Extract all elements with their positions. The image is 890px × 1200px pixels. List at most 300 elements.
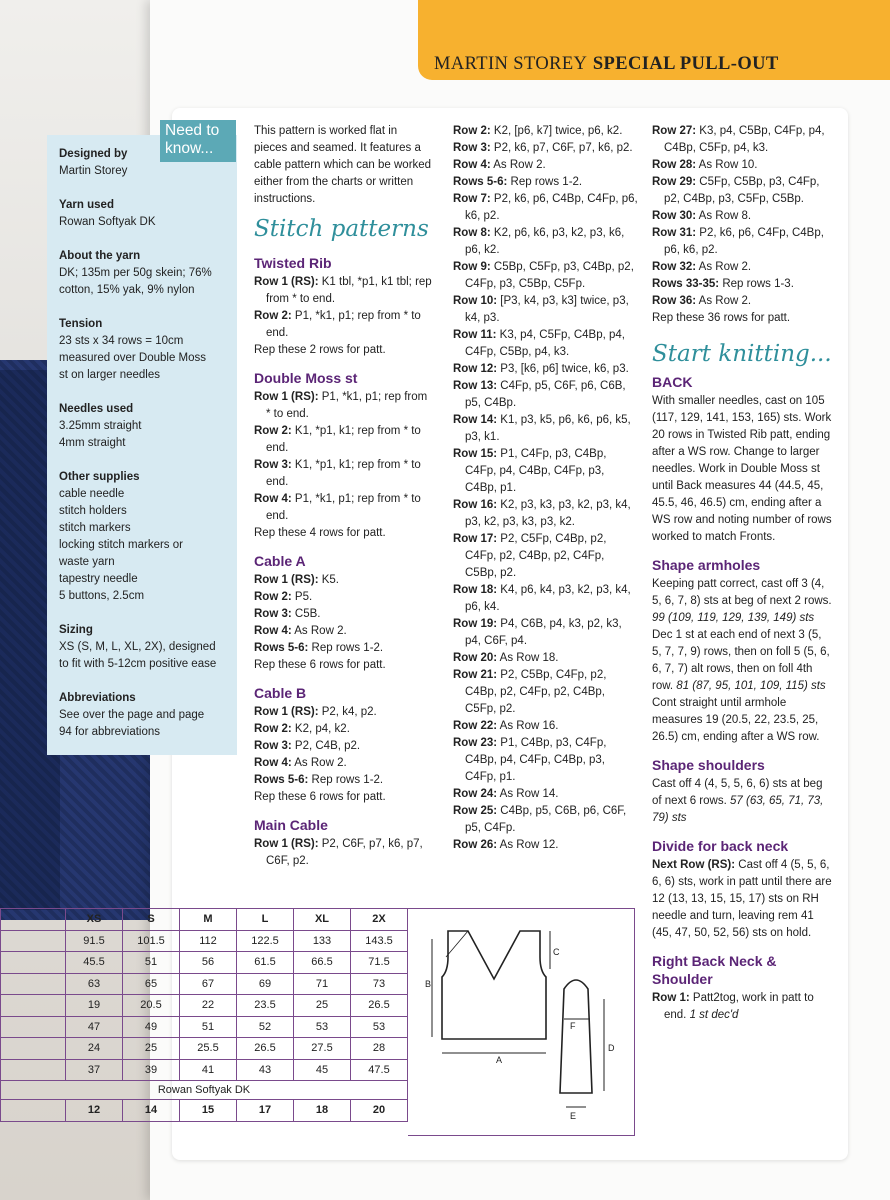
row-text: As Row 2. bbox=[698, 261, 752, 273]
neck-text bbox=[652, 857, 832, 942]
size-value-cell: 91.5 bbox=[66, 930, 123, 952]
size-value-cell: 63 bbox=[66, 973, 123, 995]
pattern-row bbox=[453, 803, 639, 837]
rb-row-text: Patt2tog, work in patt to end. bbox=[664, 992, 814, 1021]
size-value-cell: 26.5 bbox=[351, 995, 408, 1017]
sidebar-section-line: Martin Storey bbox=[59, 165, 128, 177]
table-corner-cell bbox=[1, 909, 66, 931]
table-row bbox=[1, 973, 408, 995]
row-label: Row 8: bbox=[453, 227, 491, 239]
header-title bbox=[434, 52, 779, 75]
armhole-text bbox=[652, 576, 832, 627]
pattern-row bbox=[254, 657, 432, 674]
row-text: K1, *p1, k1; rep from * to end. bbox=[266, 459, 421, 488]
sidebar-section bbox=[59, 248, 235, 299]
pattern-row bbox=[453, 361, 639, 378]
row-label: Rows 33-35: bbox=[652, 278, 720, 290]
table-label-cell bbox=[1, 973, 66, 995]
ball-count-cell: 17 bbox=[237, 1100, 294, 1122]
row-label: Row 11: bbox=[453, 329, 497, 341]
row-text: K5. bbox=[321, 574, 339, 586]
table-row bbox=[1, 995, 408, 1017]
table-label-cell bbox=[1, 1100, 66, 1122]
row-label: Row 4: bbox=[254, 757, 292, 769]
sidebar-section-line: stitch markers bbox=[59, 522, 131, 534]
sidebar-section-title: Sizing bbox=[59, 624, 93, 636]
row-text: As Row 2. bbox=[698, 295, 752, 307]
row-text: K2, p6, k6, p3, k2, p3, k6, p6, k2. bbox=[465, 227, 625, 256]
size-value-cell: 52 bbox=[237, 1016, 294, 1038]
row-text: As Row 12. bbox=[499, 839, 559, 851]
start-knitting-heading: Start knitting... bbox=[652, 341, 832, 367]
pattern-row bbox=[652, 293, 832, 310]
row-text: [P3, k4, p3, k3] twice, p3, k4, p3. bbox=[465, 295, 629, 324]
ball-count-cell: 20 bbox=[351, 1100, 408, 1122]
pattern-row bbox=[254, 789, 432, 806]
pattern-row bbox=[254, 491, 432, 525]
row-text: As Row 18. bbox=[499, 652, 559, 664]
stitch-block-title: Twisted Rib bbox=[254, 255, 332, 271]
pattern-row bbox=[652, 276, 832, 293]
row-text: C5Bp, C5Fp, p3, C4Bp, p2, C4Fp, p3, C5Bp, C5Fp. bbox=[465, 261, 634, 290]
row-label: Rows 5-6: bbox=[453, 176, 508, 188]
row-text: As Row 10. bbox=[698, 159, 758, 171]
table-label-cell bbox=[1, 995, 66, 1017]
row-label: Row 26: bbox=[453, 839, 498, 851]
size-value-cell: 71 bbox=[294, 973, 351, 995]
armhole-text-1: Keeping patt correct, cast off 3 (4, 5, 6, 7, 8) sts at beg of next 2 rows. bbox=[652, 578, 832, 607]
sidebar-section bbox=[59, 146, 235, 180]
size-value-cell: 24 bbox=[66, 1038, 123, 1060]
size-value-cell: 25 bbox=[294, 995, 351, 1017]
shoulder-text bbox=[652, 776, 832, 827]
size-value-cell: 26.5 bbox=[237, 1038, 294, 1060]
sidebar-section bbox=[59, 401, 235, 452]
row-text: Rep these 6 rows for patt. bbox=[254, 659, 386, 671]
header-designer: MARTIN STOREY bbox=[434, 54, 588, 74]
pattern-row bbox=[453, 786, 639, 803]
row-text: K3, p4, C5Bp, C4Fp, p4, C4Bp, C5Fp, p4, k3. bbox=[664, 125, 825, 154]
schematic-diagram bbox=[408, 908, 635, 1136]
row-label: Row 1 (RS): bbox=[254, 276, 319, 288]
row-text: Rep these 36 rows for patt. bbox=[652, 312, 791, 324]
sidebar-section-line: measured over Double Moss bbox=[59, 352, 207, 364]
sidebar-section-line: to fit with 5-12cm positive ease bbox=[59, 658, 217, 670]
pattern-row bbox=[254, 572, 432, 589]
row-label: Row 3: bbox=[254, 608, 292, 620]
dim-b-label: B bbox=[425, 979, 432, 989]
size-header-cell: XS bbox=[66, 909, 123, 931]
row-label: Row 2: bbox=[453, 125, 491, 137]
row-label: Row 4: bbox=[453, 159, 491, 171]
pattern-row bbox=[453, 293, 639, 327]
row-label: Row 21: bbox=[453, 669, 498, 681]
row-label: Row 14: bbox=[453, 414, 498, 426]
row-label: Row 36: bbox=[652, 295, 697, 307]
header-pullout: SPECIAL PULL-OUT bbox=[592, 54, 779, 74]
row-text: K3, p4, C5Fp, C4Bp, p4, C4Fp, C5Bp, p4, k3. bbox=[465, 329, 625, 358]
dim-d-label: D bbox=[608, 1043, 615, 1053]
pattern-row bbox=[453, 123, 639, 140]
row-label: Rows 5-6: bbox=[254, 774, 309, 786]
table-label-cell bbox=[1, 1016, 66, 1038]
row-label: Row 7: bbox=[453, 193, 491, 205]
pattern-row bbox=[254, 308, 432, 342]
table-label-cell bbox=[1, 930, 66, 952]
sidebar-section bbox=[59, 469, 235, 605]
ball-count-cell: 12 bbox=[66, 1100, 123, 1122]
pattern-row bbox=[254, 525, 432, 542]
table-row bbox=[1, 1038, 408, 1060]
stitch-block-title: Double Moss st bbox=[254, 370, 358, 386]
row-text: As Row 16. bbox=[499, 720, 559, 732]
sidebar-section bbox=[59, 622, 235, 673]
armhole-text-b bbox=[652, 627, 832, 695]
table-row bbox=[1, 952, 408, 974]
row-label: Row 3: bbox=[254, 740, 292, 752]
pattern-row bbox=[453, 650, 639, 667]
pattern-row bbox=[453, 327, 639, 361]
row-label: Row 20: bbox=[453, 652, 498, 664]
pattern-row bbox=[254, 589, 432, 606]
rb-row-label: Row 1: bbox=[652, 992, 690, 1004]
size-value-cell: 47.5 bbox=[351, 1059, 408, 1081]
schematic-svg bbox=[408, 909, 634, 1135]
pattern-row bbox=[453, 531, 639, 582]
size-value-cell: 41 bbox=[180, 1059, 237, 1081]
pattern-row bbox=[453, 718, 639, 735]
row-label: Row 27: bbox=[652, 125, 697, 137]
size-value-cell: 53 bbox=[294, 1016, 351, 1038]
size-value-cell: 67 bbox=[180, 973, 237, 995]
row-text: P1, *k1, p1; rep from * to end. bbox=[266, 310, 421, 339]
armhole-text-3: Cont straight until armhole measures 19 (20.5, 22, 23.5, 25, 26.5) cm, ending after a WS row. bbox=[652, 697, 820, 743]
need-to-know-tab: Need to know... bbox=[160, 120, 236, 162]
column-start-knitting bbox=[652, 123, 832, 1024]
size-value-cell: 25.5 bbox=[180, 1038, 237, 1060]
sidebar-section-title: Yarn used bbox=[59, 199, 114, 211]
size-value-cell: 133 bbox=[294, 930, 351, 952]
row-text: C4Bp, p5, C6B, p6, C6F, p5, C4Fp. bbox=[465, 805, 627, 834]
row-text: K2, p3, k3, p3, k2, p3, k4, p3, k2, p3, k3, p3, k2. bbox=[465, 499, 631, 528]
column-stitch-patterns bbox=[254, 123, 432, 870]
dim-a-label: A bbox=[496, 1055, 503, 1065]
row-text: C5B. bbox=[294, 608, 321, 620]
pattern-row bbox=[453, 446, 639, 497]
sidebar-section-line: stitch holders bbox=[59, 505, 127, 517]
table-row bbox=[1, 1100, 408, 1122]
sidebar-section-line: tapestry needle bbox=[59, 573, 138, 585]
row-text: P2, C6F, p7, k6, p7, C6F, p2. bbox=[266, 838, 423, 867]
sidebar-section-title: Tension bbox=[59, 318, 103, 330]
row-text: P2, C5Fp, C4Bp, p2, C4Fp, p2, C4Bp, p2, C4Fp, C5Bp, p2. bbox=[465, 533, 607, 579]
front-neck-line bbox=[446, 931, 494, 979]
row-text: P4, C6B, p4, k3, p2, k3, p4, C6F, p4. bbox=[465, 618, 622, 647]
row-label: Row 19: bbox=[453, 618, 498, 630]
size-value-cell: 45 bbox=[294, 1059, 351, 1081]
row-text: As Row 2. bbox=[294, 757, 347, 769]
pattern-row bbox=[453, 174, 639, 191]
pattern-row bbox=[652, 259, 832, 276]
main-cable-rows-end bbox=[652, 123, 832, 327]
row-text: C5Fp, C5Bp, p3, C4Fp, p2, C4Bp, p3, C5Fp, C5Bp. bbox=[664, 176, 820, 205]
pattern-row bbox=[254, 755, 432, 772]
row-label: Row 18: bbox=[453, 584, 498, 596]
size-value-cell: 112 bbox=[180, 930, 237, 952]
row-text: Rep rows 1-2. bbox=[510, 176, 583, 188]
size-value-cell: 101.5 bbox=[123, 930, 180, 952]
sidebar-section-title: Designed by bbox=[59, 148, 128, 160]
pattern-row bbox=[652, 123, 832, 157]
sidebar-section bbox=[59, 316, 235, 384]
armhole-text-2: Dec 1 st at each end of next 3 (5, 5, 7, 7, 9) rows, then on foll 5 (5, 6, 6, 7, 7) alt rows, then on foll 4th row. bbox=[652, 629, 830, 692]
size-value-cell: 69 bbox=[237, 973, 294, 995]
table-row bbox=[1, 909, 408, 931]
pattern-row bbox=[254, 836, 432, 870]
size-header-cell: L bbox=[237, 909, 294, 931]
pattern-row bbox=[453, 191, 639, 225]
back-body-outline bbox=[442, 931, 546, 1039]
table-label-cell bbox=[1, 952, 66, 974]
row-label: Row 2: bbox=[254, 425, 292, 437]
column-main-cable-rows bbox=[453, 123, 639, 854]
row-label: Row 4: bbox=[254, 493, 292, 505]
size-value-cell: 56 bbox=[180, 952, 237, 974]
pattern-row bbox=[254, 721, 432, 738]
row-text: Rep rows 1-3. bbox=[722, 278, 794, 290]
size-header-cell: S bbox=[123, 909, 180, 931]
pattern-row bbox=[254, 423, 432, 457]
row-label: Row 31: bbox=[652, 227, 697, 239]
row-text: K1, *p1, k1; rep from * to end. bbox=[266, 425, 421, 454]
row-label: Row 2: bbox=[254, 310, 292, 322]
sidebar-section-line: 5 buttons, 2.5cm bbox=[59, 590, 145, 602]
row-text: P2, C4B, p2. bbox=[294, 740, 361, 752]
sidebar-section-line: See over the page and page bbox=[59, 709, 205, 721]
stitch-block-title: Main Cable bbox=[254, 817, 328, 833]
row-text: P1, C4Bp, p3, C4Fp, C4Bp, p4, C4Fp, C4Bp, p3, C4Fp, p1. bbox=[465, 737, 607, 783]
sidebar-section bbox=[59, 197, 235, 231]
row-text: Rep rows 1-2. bbox=[311, 774, 384, 786]
pattern-row bbox=[652, 310, 832, 327]
stitch-blocks bbox=[254, 254, 432, 870]
row-text: P3, [k6, p6] twice, k6, p3. bbox=[500, 363, 629, 375]
sidebar-section-line: 3.25mm straight bbox=[59, 420, 142, 432]
shoulder-text-main: Cast off 4 (4, 5, 5, 6, 6) sts at beg of next 6 rows. bbox=[652, 778, 823, 807]
row-label: Row 25: bbox=[453, 805, 498, 817]
size-table bbox=[0, 908, 408, 1122]
size-value-cell: 53 bbox=[351, 1016, 408, 1038]
pattern-row bbox=[254, 623, 432, 640]
row-label: Row 4: bbox=[254, 625, 292, 637]
sidebar-section-line: cable needle bbox=[59, 488, 125, 500]
sidebar-section-title: Needles used bbox=[59, 403, 134, 415]
size-value-cell: 37 bbox=[66, 1059, 123, 1081]
row-label: Row 3: bbox=[453, 142, 491, 154]
sidebar-section-line: cotton, 15% yak, 9% nylon bbox=[59, 284, 195, 296]
table-label-cell bbox=[1, 1059, 66, 1081]
neck-row-text: Cast off 4 (5, 5, 6, 6, 6) sts, work in patt until there are 12 (13, 13, 15, 15, 17) sts on RH needle and turn, leaving rem 41 (45, 47, 50, 52, 56) sts on hold. bbox=[652, 859, 832, 939]
row-text: Rep rows 1-2. bbox=[311, 642, 384, 654]
sidebar-section-title: Abbreviations bbox=[59, 692, 136, 704]
size-value-cell: 61.5 bbox=[237, 952, 294, 974]
row-label: Row 1 (RS): bbox=[254, 574, 319, 586]
pattern-row bbox=[453, 140, 639, 157]
row-label: Row 22: bbox=[453, 720, 498, 732]
row-text: As Row 2. bbox=[493, 159, 546, 171]
back-text: With smaller needles, cast on 105 (117, 129, 141, 153, 165) sts. Work 20 rows in Twisted Rib patt, ending after a WS row. Change to larger needles. Work in Double Moss st until Back measures 44 (44.5, 45, 45.5, 46, 46.5) cm, ending after a WS row and noting number of rows worked to match Fronts. bbox=[652, 395, 832, 543]
pattern-row bbox=[254, 640, 432, 657]
pattern-row bbox=[652, 208, 832, 225]
pattern-row bbox=[453, 735, 639, 786]
sidebar-section-line: 94 for abbreviations bbox=[59, 726, 161, 738]
sidebar-section-title: Other supplies bbox=[59, 471, 140, 483]
row-text: Rep these 6 rows for patt. bbox=[254, 791, 386, 803]
size-value-cell: 51 bbox=[123, 952, 180, 974]
pattern-row bbox=[254, 389, 432, 423]
table-row bbox=[1, 930, 408, 952]
dim-e-label: E bbox=[570, 1111, 577, 1121]
size-value-cell: 20.5 bbox=[123, 995, 180, 1017]
row-label: Row 23: bbox=[453, 737, 498, 749]
row-label: Row 15: bbox=[453, 448, 498, 460]
row-label: Row 3: bbox=[254, 459, 292, 471]
row-text: As Row 14. bbox=[499, 788, 559, 800]
size-value-cell: 47 bbox=[66, 1016, 123, 1038]
row-label: Row 29: bbox=[652, 176, 697, 188]
table-row bbox=[1, 1016, 408, 1038]
pattern-row bbox=[652, 157, 832, 174]
size-value-cell: 73 bbox=[351, 973, 408, 995]
ball-count-cell: 15 bbox=[180, 1100, 237, 1122]
row-label: Row 2: bbox=[254, 591, 292, 603]
size-value-cell: 19 bbox=[66, 995, 123, 1017]
size-value-cell: 66.5 bbox=[294, 952, 351, 974]
row-text: P1, *k1, p1; rep from * to end. bbox=[266, 391, 428, 420]
size-value-cell: 27.5 bbox=[294, 1038, 351, 1060]
row-text: P2, k6, p6, C4Bp, C4Fp, p6, k6, p2. bbox=[465, 193, 638, 222]
stitch-block-title: Cable B bbox=[254, 685, 307, 701]
row-label: Row 13: bbox=[453, 380, 498, 392]
sidebar-section-line: XS (S, M, L, XL, 2X), designed bbox=[59, 641, 216, 653]
row-text: K2, [p6, k7] twice, p6, k2. bbox=[493, 125, 623, 137]
pattern-row bbox=[254, 274, 432, 308]
row-label: Row 17: bbox=[453, 533, 498, 545]
size-value-cell: 122.5 bbox=[237, 930, 294, 952]
size-value-cell: 39 bbox=[123, 1059, 180, 1081]
sidebar-section-line: DK; 135m per 50g skein; 76% bbox=[59, 267, 212, 279]
pattern-row bbox=[652, 225, 832, 259]
row-text: P2, k4, p2. bbox=[321, 706, 377, 718]
size-value-cell: 49 bbox=[123, 1016, 180, 1038]
row-label: Row 30: bbox=[652, 210, 697, 222]
row-label: Row 1 (RS): bbox=[254, 706, 319, 718]
sidebar-section-line: Rowan Softyak DK bbox=[59, 216, 156, 228]
pattern-row bbox=[453, 259, 639, 293]
row-text: As Row 8. bbox=[698, 210, 752, 222]
intro-text: This pattern is worked flat in pieces and seamed. It features a cable pattern which can be worked either from the charts or written instructions. bbox=[254, 125, 432, 205]
size-value-cell: 22 bbox=[180, 995, 237, 1017]
sidebar-section-line: waste yarn bbox=[59, 556, 115, 568]
sidebar-section-line: 4mm straight bbox=[59, 437, 126, 449]
pattern-row bbox=[453, 616, 639, 650]
row-text: As Row 2. bbox=[294, 625, 347, 637]
ball-count-cell: 18 bbox=[294, 1100, 351, 1122]
divide-back-neck-heading: Divide for back neck bbox=[652, 838, 789, 854]
pattern-row bbox=[453, 497, 639, 531]
row-text: C4Fp, p5, C6F, p6, C6B, p5, C4Bp. bbox=[465, 380, 626, 409]
size-header-cell: XL bbox=[294, 909, 351, 931]
size-value-cell: 45.5 bbox=[66, 952, 123, 974]
table-row bbox=[1, 1059, 408, 1081]
pattern-row bbox=[453, 157, 639, 174]
row-label: Rows 5-6: bbox=[254, 642, 309, 654]
sidebar-section-line: locking stitch markers or bbox=[59, 539, 183, 551]
pattern-row bbox=[453, 837, 639, 854]
ball-count-cell: 14 bbox=[123, 1100, 180, 1122]
size-value-cell: 43 bbox=[237, 1059, 294, 1081]
size-value-cell: 28 bbox=[351, 1038, 408, 1060]
row-text: K4, p6, k4, p3, k2, p3, k4, p6, k4. bbox=[465, 584, 631, 613]
armhole-count-2: 81 (87, 95, 101, 109, 115) sts bbox=[676, 680, 826, 692]
sidebar-section-title: About the yarn bbox=[59, 250, 141, 262]
row-text: K1, p3, k5, p6, k6, p6, k5, p3, k1. bbox=[465, 414, 631, 443]
pattern-row bbox=[254, 342, 432, 359]
row-label: Row 1 (RS): bbox=[254, 838, 319, 850]
row-text: K1 tbl, *p1, k1 tbl; rep from * to end. bbox=[266, 276, 432, 305]
pattern-row bbox=[254, 457, 432, 491]
dim-c-label: C bbox=[553, 947, 560, 957]
sleeve-outline bbox=[560, 980, 592, 1093]
row-text: Rep these 2 rows for patt. bbox=[254, 344, 386, 356]
row-text: P2, k6, p7, C6F, p7, k6, p2. bbox=[493, 142, 633, 154]
size-value-cell: 71.5 bbox=[351, 952, 408, 974]
table-label-cell bbox=[1, 1038, 66, 1060]
row-label: Row 32: bbox=[652, 261, 697, 273]
size-value-cell: 65 bbox=[123, 973, 180, 995]
pattern-row bbox=[453, 667, 639, 718]
pattern-row bbox=[453, 582, 639, 616]
pattern-row bbox=[254, 704, 432, 721]
size-header-cell: 2X bbox=[351, 909, 408, 931]
pattern-row bbox=[652, 174, 832, 208]
size-header-cell: M bbox=[180, 909, 237, 931]
row-label: Row 2: bbox=[254, 723, 292, 735]
row-label: Row 1 (RS): bbox=[254, 391, 319, 403]
pattern-row bbox=[254, 738, 432, 755]
stitch-patterns-heading: Stitch patterns bbox=[254, 216, 429, 242]
row-label: Row 10: bbox=[453, 295, 498, 307]
stitch-block-title: Cable A bbox=[254, 553, 306, 569]
row-label: Row 12: bbox=[453, 363, 498, 375]
row-text: P1, *k1, p1; rep from * to end. bbox=[266, 493, 421, 522]
rb-row-count: 1 st dec'd bbox=[689, 1009, 739, 1021]
shoulder-count: 57 (63, 65, 71, 73, 79) sts bbox=[652, 795, 824, 824]
row-text: P1, C4Fp, p3, C4Bp, C4Fp, p4, C4Bp, C4Fp, p3, C4Bp, p1. bbox=[465, 448, 607, 494]
sidebar-section-line: st on larger needles bbox=[59, 369, 161, 381]
row-label: Row 9: bbox=[453, 261, 491, 273]
neck-row-label: Next Row (RS): bbox=[652, 859, 736, 871]
armhole-count-1: 99 (109, 119, 129, 139, 149) sts bbox=[652, 612, 815, 624]
shape-armholes-heading: Shape armholes bbox=[652, 557, 761, 573]
back-heading: BACK bbox=[652, 374, 693, 390]
row-text: K2, p4, k2. bbox=[294, 723, 350, 735]
pattern-row bbox=[453, 378, 639, 412]
row-text: P5. bbox=[294, 591, 313, 603]
sidebar-section bbox=[59, 690, 235, 741]
size-value-cell: 25 bbox=[123, 1038, 180, 1060]
row-label: Row 16: bbox=[453, 499, 498, 511]
